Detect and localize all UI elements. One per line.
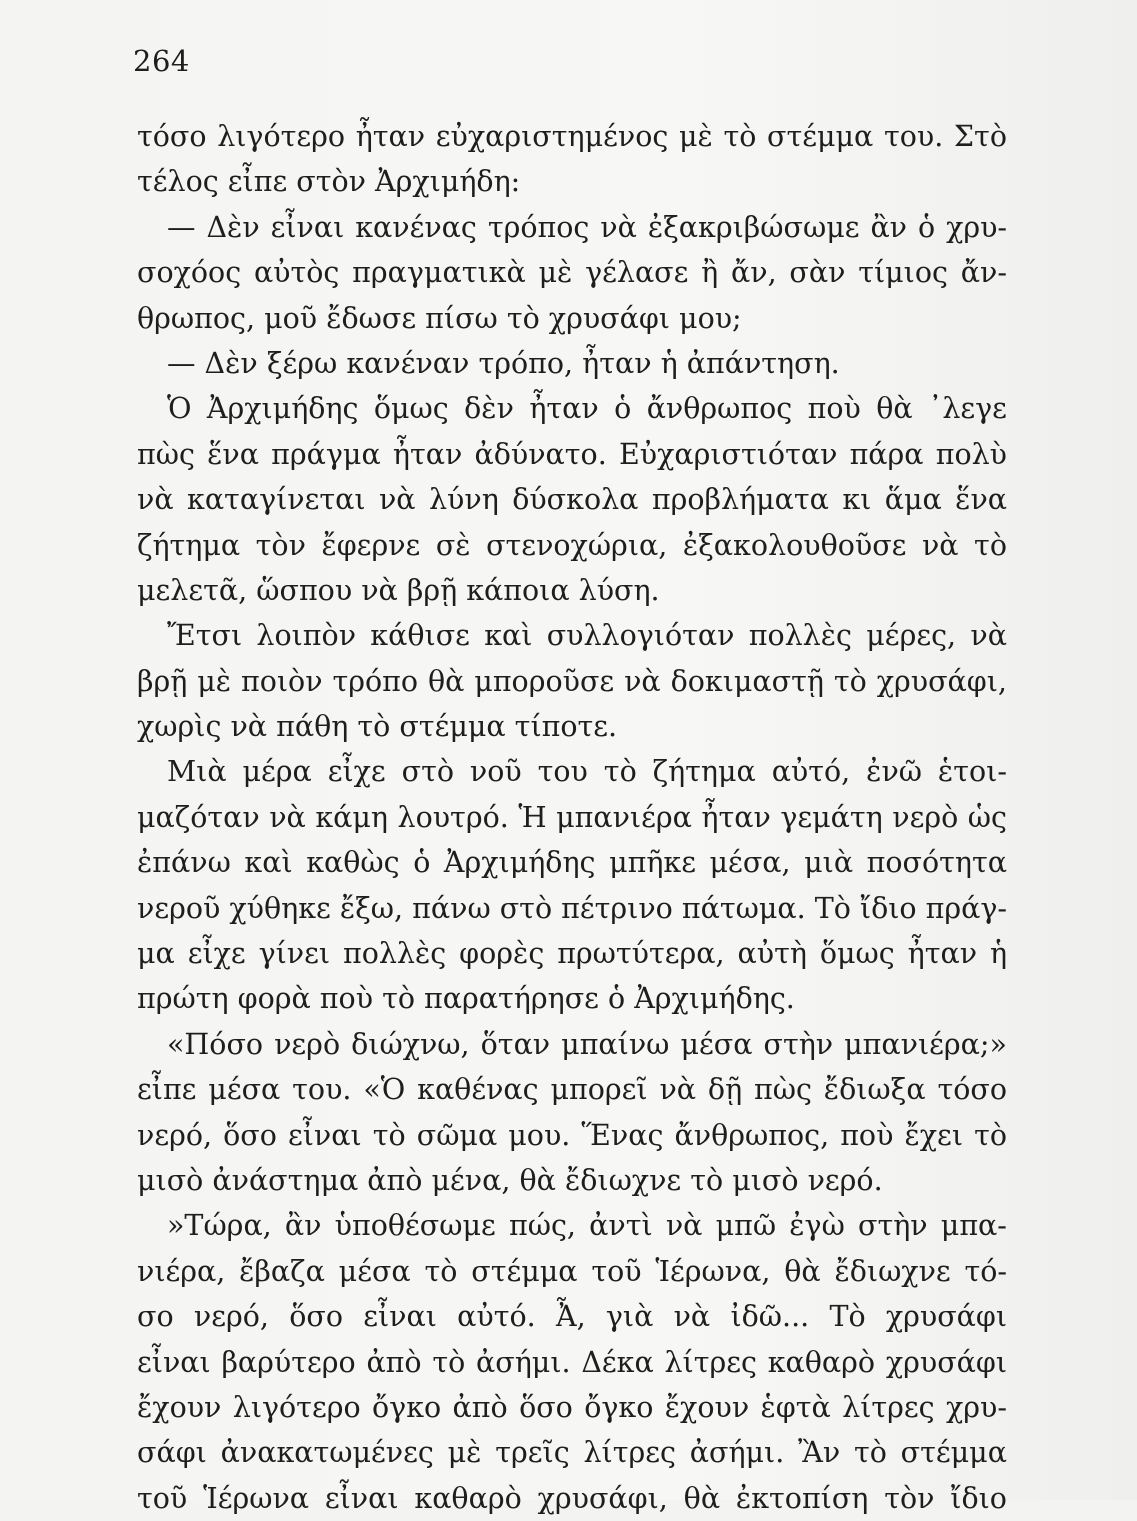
text-line: Ἔτσι λοιπὸν κάθισε καὶ συλλογιόταν πολλὲς μέρες, νὰ (167, 619, 1007, 653)
text-line: εἶναι βαρύτερο ἀπὸ τὸ ἀσήμι. Δέκα λίτρες καθαρὸ χρυσάφι (137, 1345, 1007, 1379)
text-line: «Πόσο νερὸ διώχνω, ὅταν μπαίνω μέσα στὴν μπανιέρα;» (167, 1027, 1007, 1061)
text-line: ἔχουν λιγότερο ὄγκο ἀπὸ ὅσο ὄγκο ἔχουν ἑφτὰ λίτρες χρυ- (137, 1390, 1007, 1424)
text-line: σοχόος αὐτὸς πραγματικὰ μὲ γέλασε ἢ ἄν, σὰν τίμιος ἄν- (137, 256, 1007, 290)
text-line: νερό, ὅσο εἶναι τὸ σῶμα μου. Ἕνας ἄνθρωπος, ποὺ ἔχει τὸ (137, 1118, 1007, 1152)
text-line: πὼς ἕνα πράγμα ἦταν ἀδύνατο. Εὐχαριστιόταν πάρα πολὺ (137, 437, 1007, 471)
text-line: »Τώρα, ἂν ὑποθέσωμε πώς, ἀντὶ νὰ μπῶ ἐγὼ στὴν μπα- (167, 1209, 1007, 1243)
text-line: νὰ καταγίνεται νὰ λύνη δύσκολα προβλήματα κι ἅμα ἕνα (137, 483, 1007, 517)
page-number: 264 (133, 44, 190, 78)
text-line: ἐπάνω καὶ καθὼς ὁ Ἀρχιμήδης μπῆκε μέσα, μιὰ ποσότητα (137, 846, 1007, 880)
text-line: Μιὰ μέρα εἶχε στὸ νοῦ του τὸ ζήτημα αὐτό, ἐνῶ ἑτοι- (167, 755, 1007, 789)
text-line: πρώτη φορὰ ποὺ τὸ παρατήρησε ὁ Ἀρχιμήδης. (137, 982, 795, 1016)
text-line: βρῇ μὲ ποιὸν τρόπο θὰ μποροῦσε νὰ δοκιμαστῇ τὸ χρυσάφι, (137, 664, 1007, 698)
text-line: σάφι ἀνακατωμένες μὲ τρεῖς λίτρες ἀσήμι. Ἂν τὸ στέμμα (137, 1436, 1007, 1470)
text-line: ζήτημα τὸν ἔφερνε σὲ στενοχώρια, ἐξακολουθοῦσε νὰ τὸ (137, 528, 1007, 562)
text-line: θρωπος, μοῦ ἔδωσε πίσω τὸ χρυσάφι μου; (137, 301, 742, 335)
text-line: νιέρα, ἔβαζα μέσα τὸ στέμμα τοῦ Ἱέρωνα, θὰ ἔδιωχνε τό- (137, 1254, 1007, 1288)
body-text (137, 114, 1007, 1521)
text-line: νεροῦ χύθηκε ἔξω, πάνω στὸ πέτρινο πάτωμα. Τὸ ἴδιο πράγ- (137, 891, 1007, 925)
text-line: μαζόταν νὰ κάμη λουτρό. Ἡ μπανιέρα ἦταν γεμάτη νερὸ ὡς (137, 800, 1007, 834)
text-line: εἶπε μέσα του. «Ὁ καθένας μπορεῖ νὰ δῇ πὼς ἔδιωξα τόσο (137, 1073, 1007, 1107)
text-line: χωρὶς νὰ πάθη τὸ στέμμα τίποτε. (137, 710, 618, 744)
text-line: σο νερό, ὅσο εἶναι αὐτό. Ἆ, γιὰ νὰ ἰδῶ... Τὸ χρυσάφι (137, 1300, 1007, 1334)
text-line: τέλος εἶπε στὸν Ἀρχιμήδη: (137, 165, 521, 199)
text-line: Ὁ Ἀρχιμήδης ὅμως δὲν ἦταν ὁ ἄνθρωπος ποὺ θὰ ᾽λεγε (167, 392, 1007, 426)
text-line: τοῦ Ἱέρωνα εἶναι καθαρὸ χρυσάφι, θὰ ἐκτοπίση τὸν ἴδιο (137, 1481, 1007, 1515)
text-line: μα εἶχε γίνει πολλὲς φορὲς πρωτύτερα, αὐτὴ ὅμως ἦταν ἡ (137, 937, 1007, 971)
text-line: μισὸ ἀνάστημα ἀπὸ μένα, θὰ ἔδιωχνε τὸ μισὸ νερό. (137, 1163, 883, 1197)
text-line: μελετᾶ, ὥσπου νὰ βρῇ κάποια λύση. (137, 573, 660, 607)
text-line: τόσο λιγότερο ἦταν εὐχαριστημένος μὲ τὸ στέμμα του. Στὸ (137, 120, 1007, 153)
text-line: — Δὲν ξέρω κανέναν τρόπο, ἦταν ἡ ἀπάντηση. (167, 346, 840, 380)
text-line: — Δὲν εἶναι κανένας τρόπος νὰ ἐξακριβώσωμε ἂν ὁ χρυ- (167, 210, 1007, 244)
